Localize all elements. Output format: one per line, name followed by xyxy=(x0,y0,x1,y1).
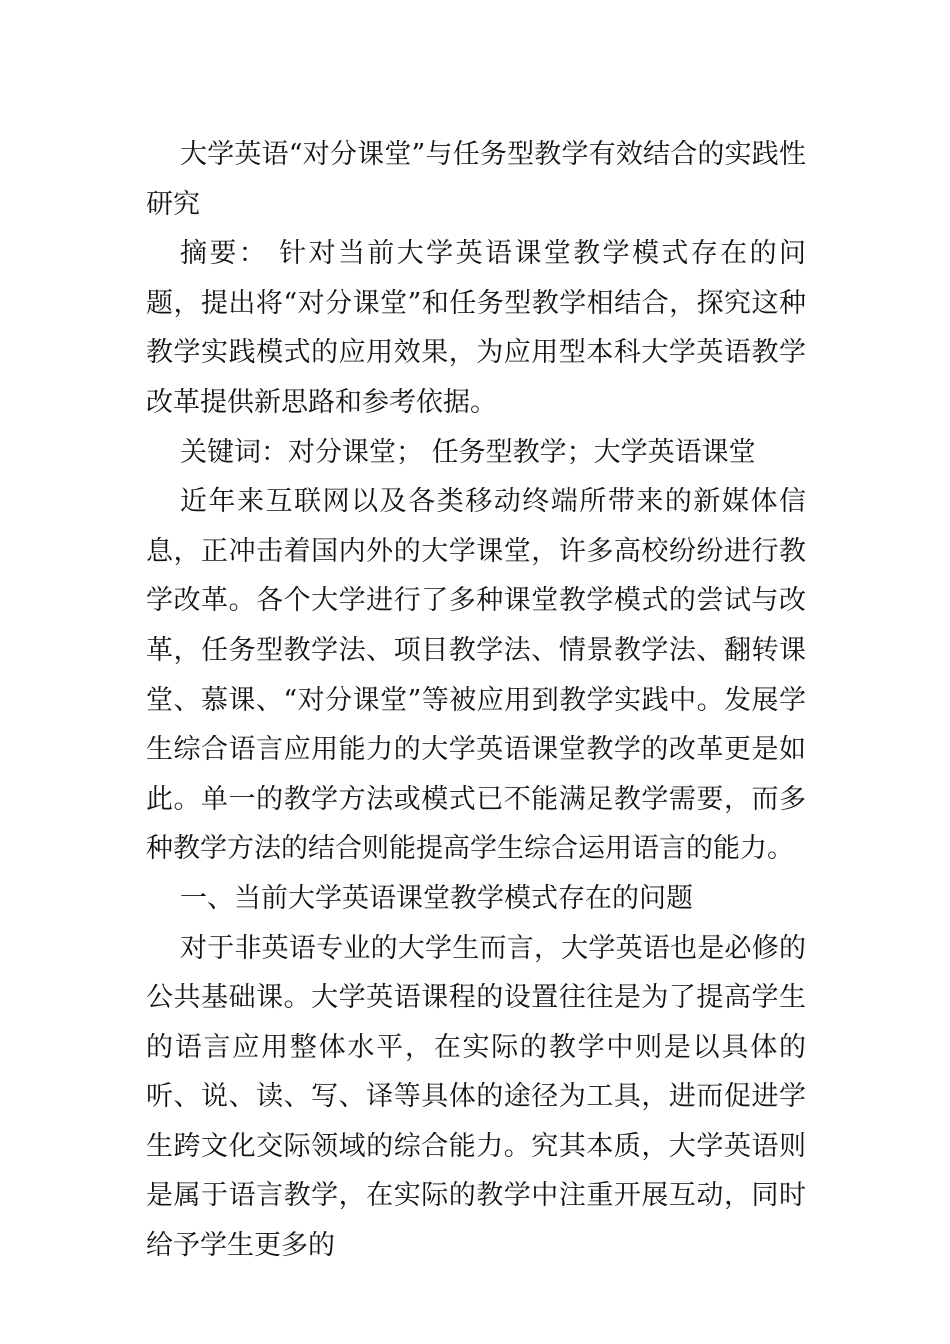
keyword-item: 任务型教学； xyxy=(431,436,594,468)
keyword-item: 大学英语课堂 xyxy=(593,436,756,468)
intro-paragraph: 近年来互联网以及各类移动终端所带来的新媒体信息，正冲击着国内外的大学课堂，许多高校纷纷进行教学改革。各个大学进行了多种课堂教学模式的尝试与改革，任务型教学法、项目教学法、情景教学法、翻转课堂、慕课、“对分课堂”等被应用到教学实践中。发展学生综合语言应用能力的大学英语课堂教学的改革更是如此。单一的教学方法或模式已不能满足教学需要，而多种教学方法的结合则能提高学生综合运用语言的能力。 xyxy=(146,486,806,865)
section-heading: 一、当前大学英语课堂教学模式存在的问题 xyxy=(180,882,693,914)
abstract-paragraph: 摘要： 针对当前大学英语课堂教学模式存在的问题，提出将“对分课堂”和任务型教学相结合，探究这种教学实践模式的应用效果，为应用型本科大学英语教学改革提供新思路和参考依据。 xyxy=(146,238,806,418)
keyword-item: 对分课堂； xyxy=(288,436,423,468)
section-paragraph: 对于非英语专业的大学生而言，大学英语也是必修的公共基础课。大学英语课程的设置往往是为了提高学生的语言应用整体水平，在实际的教学中则是以具体的听、说、读、写、译等具体的途径为工具，进而促进学生跨文化交际领域的综合能力。究其本质，大学英语则是属于语言教学，在实际的教学中注重开展互动，同时给予学生更多的 xyxy=(146,932,806,1262)
document-title: 大学英语“对分课堂”与任务型教学有效结合的实践性研究 xyxy=(146,139,806,220)
document-body xyxy=(146,130,806,1271)
keywords-label: 关键词： xyxy=(180,436,288,468)
keywords-line xyxy=(146,428,806,478)
